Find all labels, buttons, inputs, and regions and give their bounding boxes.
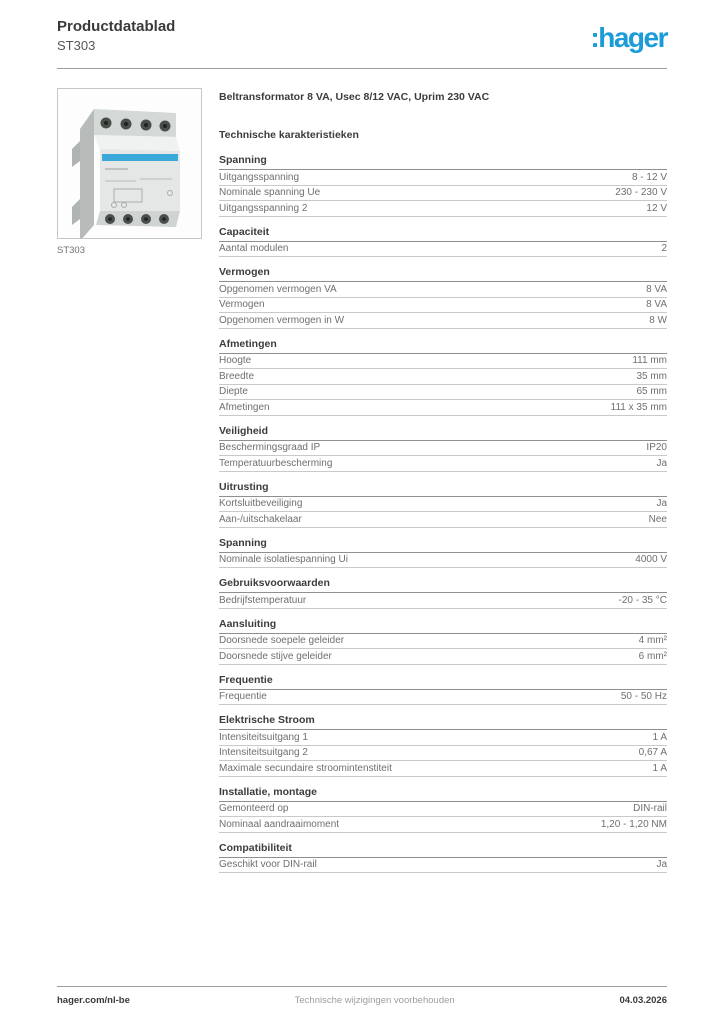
spec-row: [219, 400, 667, 416]
spec-section: [219, 266, 667, 329]
spec-row: [219, 512, 667, 528]
spec-value: Ja: [656, 498, 667, 509]
spec-label: Diepte: [219, 386, 248, 397]
spec-label: Intensiteitsuitgang 2: [219, 747, 308, 758]
spec-label: Intensiteitsuitgang 1: [219, 731, 308, 743]
spec-row: [219, 369, 667, 385]
spec-row: [219, 802, 667, 818]
spec-section: [219, 786, 667, 833]
footer-date: 04.03.2026: [619, 995, 667, 1006]
spec-section: [219, 714, 667, 777]
spec-row: [219, 242, 667, 258]
spec-label: Frequentie: [219, 691, 267, 702]
spec-label: Aantal modulen: [219, 243, 289, 254]
spec-section: [219, 481, 667, 528]
spec-value: 111 x 35 mm: [610, 401, 667, 413]
page-title: Productdatablad: [57, 18, 176, 35]
spec-label: Uitgangsspanning 2: [219, 202, 308, 214]
footer-website: hager.com/nl-be: [57, 995, 130, 1006]
spec-row: [219, 298, 667, 314]
content-area: [57, 88, 667, 882]
spec-section: [219, 674, 667, 706]
spec-section: [219, 537, 667, 569]
spec-value: 50 - 50 Hz: [620, 691, 667, 702]
spec-value: 2: [661, 243, 667, 254]
din-module-illustration: [58, 89, 202, 239]
header-divider: [57, 68, 667, 69]
spec-row: [219, 385, 667, 401]
spec-row: [219, 593, 667, 609]
section-heading: Vermogen: [219, 266, 667, 282]
spec-label: Opgenomen vermogen in W: [219, 314, 345, 326]
spec-section: [219, 842, 667, 874]
spec-row: [219, 170, 667, 186]
spec-label: Temperatuurbescherming: [219, 457, 333, 469]
spec-row: [219, 456, 667, 472]
spec-label: Doorsnede stijve geleider: [219, 650, 332, 662]
spec-label: Nominale spanning Ue: [219, 187, 321, 198]
spec-section: [219, 154, 667, 217]
spec-value: 4000 V: [635, 554, 667, 565]
spec-label: Gemonteerd op: [219, 803, 289, 814]
spec-label: Beschermingsgraad IP: [219, 442, 321, 453]
section-heading: Spanning: [219, 154, 667, 170]
spec-row: [219, 690, 667, 706]
product-image-column: [57, 88, 202, 882]
hager-logo: :hager: [590, 22, 667, 53]
spec-value: 111 mm: [632, 355, 667, 366]
section-heading: Spanning: [219, 537, 667, 553]
section-heading: Gebruiksvoorwaarden: [219, 577, 667, 593]
specs-column: [219, 88, 667, 882]
spec-row: [219, 730, 667, 746]
spec-label: Doorsnede soepele geleider: [219, 635, 345, 646]
spec-label: Aan-/uitschakelaar: [219, 513, 302, 525]
spec-value: 1 A: [652, 731, 667, 743]
spec-value: IP20: [646, 442, 667, 453]
spec-value: 8 W: [649, 314, 667, 326]
section-heading: Afmetingen: [219, 338, 667, 354]
spec-row: [219, 282, 667, 298]
spec-row: [219, 858, 667, 874]
spec-row: [219, 313, 667, 329]
spec-label: Nominaal aandraaimoment: [219, 818, 340, 830]
spec-row: [219, 201, 667, 217]
spec-row: [219, 649, 667, 665]
spec-label: Bedrijfstemperatuur: [219, 594, 307, 606]
spec-section: [219, 577, 667, 609]
spec-label: Afmetingen: [219, 401, 270, 413]
spec-section: [219, 425, 667, 472]
spec-label: Vermogen: [219, 299, 265, 310]
spec-value: Nee: [648, 513, 667, 525]
spec-value: 1,20 - 1,20 NM: [600, 818, 667, 830]
spec-row: [219, 634, 667, 650]
spec-value: 12 V: [646, 202, 667, 214]
spec-row: [219, 441, 667, 457]
tech-characteristics-heading: Technische karakteristieken: [219, 129, 359, 141]
spec-value: DIN-rail: [633, 803, 667, 814]
spec-value: 0,67 A: [638, 747, 667, 758]
page-footer: [57, 986, 667, 1006]
spec-value: 1 A: [652, 762, 667, 774]
spec-section: [219, 338, 667, 416]
spec-label: Hoogte: [219, 355, 252, 366]
spec-row: [219, 497, 667, 513]
spec-label: Uitgangsspanning: [219, 171, 300, 183]
spec-row: [219, 186, 667, 202]
spec-section: [219, 226, 667, 258]
product-image-caption: ST303: [57, 245, 85, 256]
product-description: Beltransformator 8 VA, Usec 8/12 VAC, Uprim 230 VAC: [219, 91, 490, 103]
spec-section: [219, 618, 667, 665]
product-reference: ST303: [57, 38, 96, 53]
spec-value: 6 mm²: [638, 650, 667, 662]
spec-label: Breedte: [219, 370, 255, 382]
spec-value: 35 mm: [636, 370, 667, 382]
spec-value: -20 - 35 °C: [618, 594, 667, 606]
footer-divider: [57, 986, 667, 987]
section-heading: Veiligheid: [219, 425, 667, 441]
spec-label: Maximale secundaire stroomintenstiteit: [219, 762, 392, 774]
section-heading: Uitrusting: [219, 481, 667, 497]
footer-disclaimer: Technische wijzigingen voorbehouden: [294, 995, 455, 1006]
spec-value: Ja: [656, 859, 667, 870]
spec-value: 4 mm²: [638, 635, 667, 646]
spec-value: 65 mm: [636, 386, 667, 397]
section-heading: Frequentie: [219, 674, 667, 690]
spec-row: [219, 746, 667, 762]
spec-label: Kortsluitbeveiliging: [219, 498, 303, 509]
spec-value: 8 - 12 V: [631, 171, 667, 183]
section-heading: Compatibiliteit: [219, 842, 667, 858]
spec-value: 8 VA: [646, 299, 667, 310]
section-heading: Installatie, montage: [219, 786, 667, 802]
spec-row: [219, 354, 667, 370]
spec-value: 230 - 230 V: [615, 187, 667, 198]
spec-row: [219, 817, 667, 833]
spec-sections: [219, 154, 667, 873]
spec-row: [219, 553, 667, 569]
product-image: [57, 88, 202, 239]
spec-label: Geschikt voor DIN-rail: [219, 859, 317, 870]
spec-row: [219, 761, 667, 777]
spec-value: 8 VA: [646, 283, 667, 295]
section-heading: Elektrische Stroom: [219, 714, 667, 730]
spec-label: Opgenomen vermogen VA: [219, 283, 337, 295]
page-header: [57, 18, 667, 53]
section-heading: Aansluiting: [219, 618, 667, 634]
spec-value: Ja: [656, 457, 667, 469]
spec-label: Nominale isolatiespanning Ui: [219, 554, 348, 565]
section-heading: Capaciteit: [219, 226, 667, 242]
